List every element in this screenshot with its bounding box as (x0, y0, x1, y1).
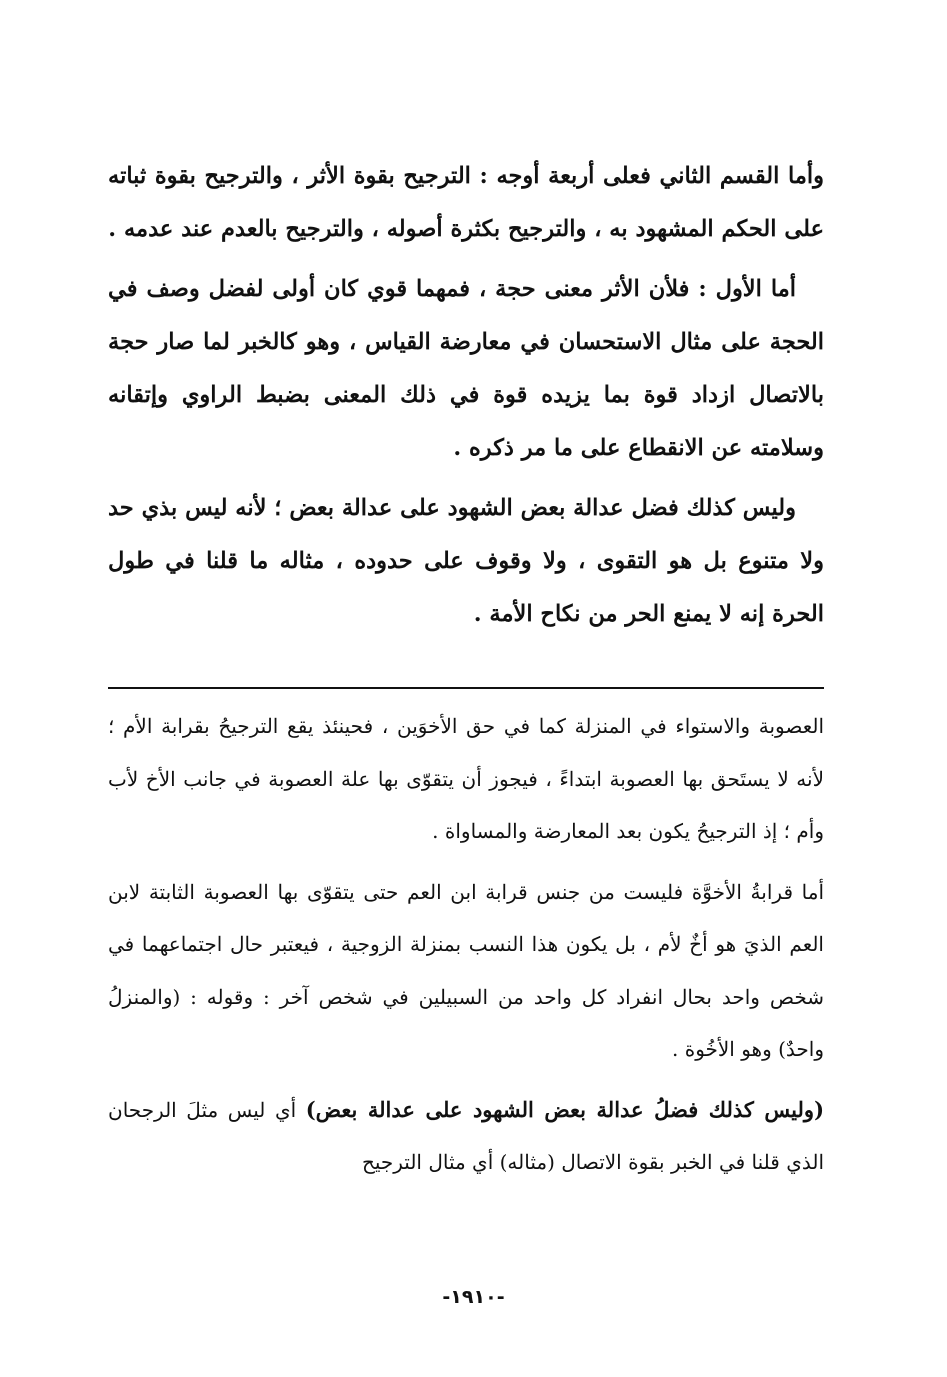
main-paragraph-3: وليس كذلك فضل عدالة بعض الشهود على عدالة بعض ؛ لأنه ليس بذي حد ولا متنوع بل هو التقوى ، ولا وقوف على حدوده ، مثاله ما قلنا في طول الحرة إنه لا يمنع الحر من نكاح الأمة . (108, 495, 824, 627)
commentary-paragraph-1: العصوبة والاستواء في المنزلة كما في حق الأخوَين ، فحينئذ يقع الترجيحُ بقرابة الأم ؛ لأنه لا يستَحق بها العصوبة ابتداءً ، فيجوز أن يتقوّى بها علة العصوبة في جانب الأخ لأب وأم ؛ إذ الترجيحُ يكون بعد المعارضة والمساواة . (108, 714, 825, 843)
commentary-quoted-lead: (وليس كذلك فضلُ عدالة بعض الشهود على عدالة بعض) (305, 1096, 824, 1122)
main-paragraph-2: أما الأول : فلأن الأثر معنى حجة ، فمهما قوي كان أولى لفضل وصف في الحجة على مثال الاستحسان في معارضة القياس ، وهو كالخبر لما صار حجة بالاتصال ازداد قوة بما يزيده قوة في ذلك المعنى بضبط الراوي وإتقانه وسلامته عن الانقطاع على ما مر ذكره . (108, 276, 824, 461)
footnote-separator (108, 687, 824, 689)
commentary-block (108, 700, 824, 1197)
main-text-block (108, 150, 824, 648)
main-paragraph-1: وأما القسم الثاني فعلى أربعة أوجه : الترجيح بقوة الأثر ، والترجيح بقوة ثباته على الحكم المشهود به ، والترجيح بكثرة أصوله ، والترجيح بالعدم عند عدمه . (108, 163, 824, 242)
page-number: -١٩١٠- (442, 1286, 505, 1308)
commentary-paragraph-3-text: أي ليس مثلَ الرجحان الذي قلنا في الخبر بقوة الاتصال (مثاله) أي مثال الترجيح (108, 1097, 824, 1174)
commentary-paragraph-2: أما قرابةُ الأخوَّة فليست من جنس قرابة ابن العم حتى يتقوّى بها العصوبة الثابتة لابن العم الذيَ هو أخٌ لأم ، بل يكون هذا النسب بمنزلة الزوجية ، فيعتبر حال اجتماعهما في شخص واحد بحال انفراد كل واحد من السبيلين في شخص آخر : وقوله : (والمنزلُ واحدٌ) وهو الأخُوة . (108, 879, 824, 1061)
commentary-paragraph-3 (108, 1084, 824, 1189)
